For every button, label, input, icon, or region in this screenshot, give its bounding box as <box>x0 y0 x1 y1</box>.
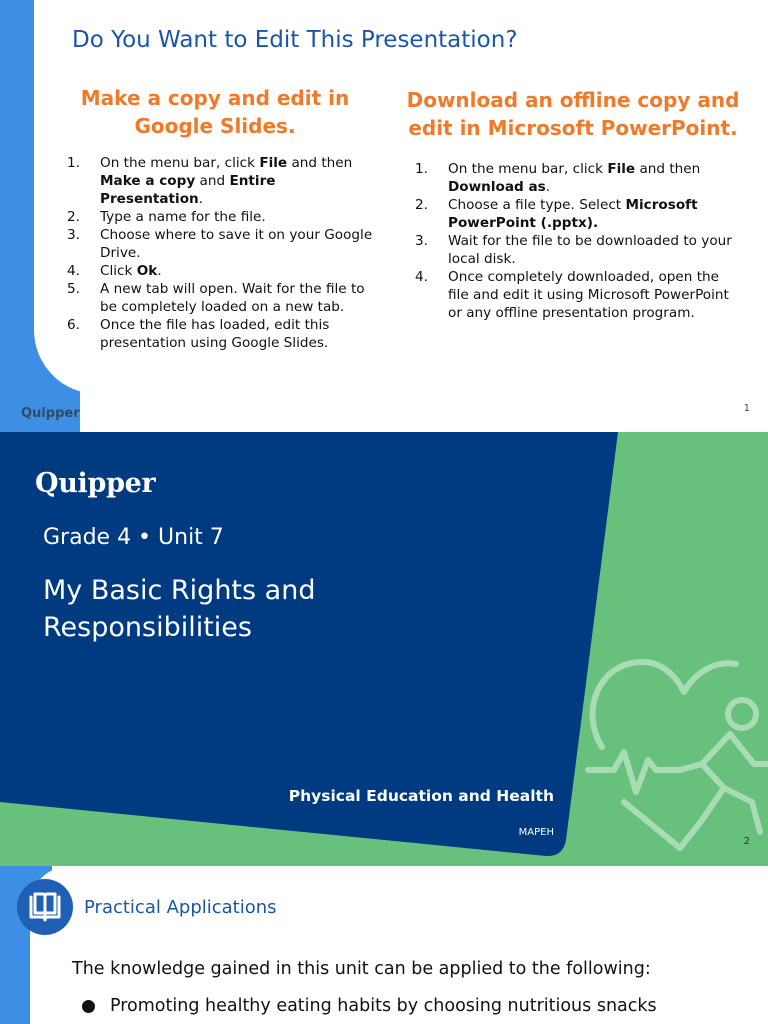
slide-1 <box>0 0 768 432</box>
step-text: . <box>198 191 204 207</box>
applications-intro: The knowledge gained in this unit can be applied to the following: <box>72 959 651 979</box>
step-emphasis: File <box>259 155 288 171</box>
bullet-icon <box>82 1000 95 1013</box>
step-text: Choose where to save it on your Google Drive. <box>100 227 373 261</box>
step-text: Once the file has loaded, edit this presentation using Google Slides. <box>100 317 330 351</box>
step-number: 1. <box>415 161 428 177</box>
step-text: and then <box>287 155 353 171</box>
google-slides-step <box>54 226 376 262</box>
step-number: 3. <box>67 227 80 243</box>
google-slides-step <box>54 280 376 316</box>
powerpoint-step <box>402 232 744 268</box>
subject-code: MAPEH <box>518 827 554 838</box>
powerpoint-steps <box>402 160 744 322</box>
step-emphasis: Entire Presentation <box>100 173 276 207</box>
google-slides-step <box>54 208 376 226</box>
grade-unit-label: Grade 4 • Unit 7 <box>43 525 224 550</box>
step-emphasis: Microsoft PowerPoint (.pptx). <box>448 197 698 231</box>
step-number: 2. <box>67 209 80 225</box>
powerpoint-step <box>402 268 744 322</box>
google-slides-step <box>54 262 376 280</box>
step-text: . <box>545 179 551 195</box>
step-number: 5. <box>67 281 80 297</box>
heart-runner-icon <box>584 652 768 852</box>
subject-label: Physical Education and Health <box>288 787 554 805</box>
step-text: A new tab will open. Wait for the file to be completely loaded on a new tab. <box>100 281 365 315</box>
step-number: 2. <box>415 197 428 213</box>
list-item <box>72 994 762 1018</box>
step-emphasis: File <box>607 161 636 177</box>
step-text: Type a name for the file. <box>100 209 266 225</box>
powerpoint-heading: Download an offline copy and edit in Microsoft PowerPoint. <box>406 88 740 140</box>
step-emphasis: Download as <box>448 179 546 195</box>
slide-3 <box>0 866 768 1024</box>
step-text: and then <box>635 161 701 177</box>
step-text: On the menu bar, click <box>448 161 608 177</box>
step-emphasis: Ok <box>136 263 158 279</box>
step-text: Once completely downloaded, open the file and edit it using Microsoft PowerPoint or any offline presentation program. <box>448 269 729 321</box>
step-number: 4. <box>415 269 428 285</box>
practical-applications-heading: Practical Applications <box>84 897 277 918</box>
step-text: Choose a file type. Select <box>448 197 626 213</box>
google-slides-step <box>54 316 376 352</box>
unit-title: My Basic Rights and Responsibilities <box>43 575 316 643</box>
google-slides-heading: Make a copy and edit in Google Slides. <box>80 86 350 138</box>
bullet-text: Promoting healthy eating habits by choosing nutritious snacks <box>110 996 657 1016</box>
step-text: Wait for the file to be downloaded to your local disk. <box>448 233 732 267</box>
slide-2 <box>0 432 768 866</box>
step-text: and <box>195 173 230 189</box>
google-slides-column <box>54 84 376 352</box>
powerpoint-step <box>402 196 744 232</box>
open-book-icon <box>17 879 73 935</box>
powerpoint-column <box>402 86 744 322</box>
step-number: 6. <box>67 317 80 333</box>
step-number: 4. <box>67 263 80 279</box>
quipper-logo: Quipper <box>35 468 156 499</box>
google-slides-steps <box>54 154 376 352</box>
applications-list <box>72 994 762 1018</box>
slide-1-title: Do You Want to Edit This Presentation? <box>72 27 518 53</box>
step-number: 1. <box>67 155 80 171</box>
step-text: . <box>157 263 162 279</box>
powerpoint-step <box>402 160 744 196</box>
step-text: On the menu bar, click <box>100 155 260 171</box>
step-emphasis: Make a copy <box>100 173 196 189</box>
page-number: 2 <box>743 836 750 847</box>
page-number: 1 <box>743 403 750 414</box>
quipper-footer-logo: Quipper <box>21 406 80 421</box>
google-slides-step <box>54 154 376 208</box>
step-text: Click <box>100 263 137 279</box>
step-number: 3. <box>415 233 428 249</box>
